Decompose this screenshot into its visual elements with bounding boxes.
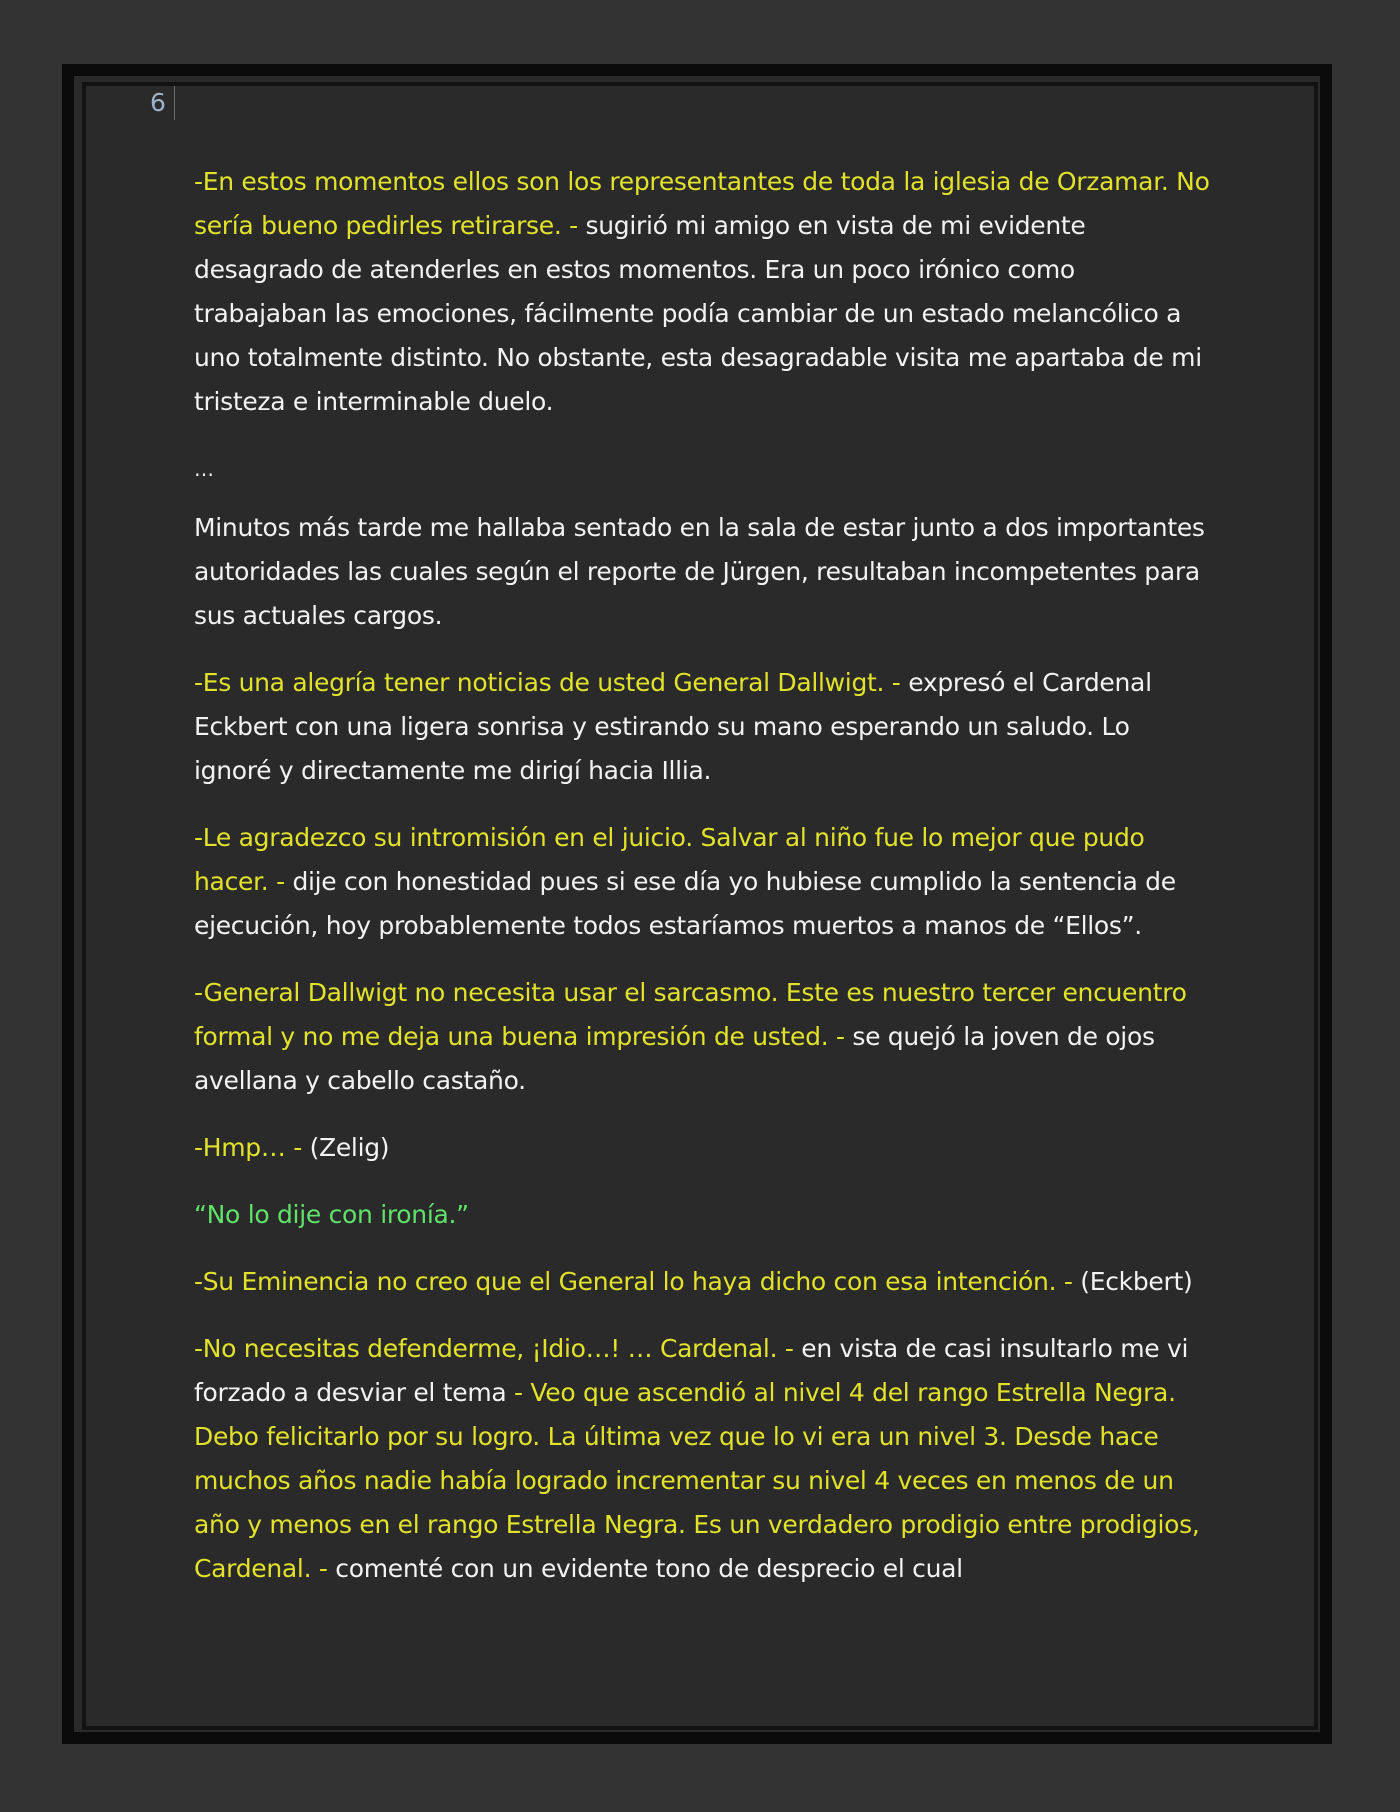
narration-text: en vista de casi insultarlo me vi forzado a desviar el tema bbox=[194, 1334, 1189, 1407]
scene-break bbox=[194, 447, 1214, 491]
narration-text: se quejó la joven de ojos avellana y cabello castaño. bbox=[194, 1022, 1155, 1095]
dialogue-text: -Su Eminencia no creo que el General lo haya dicho con esa intención. - bbox=[194, 1267, 1081, 1296]
dialogue-text: -Es una alegría tener noticias de usted General Dallwigt. - bbox=[194, 668, 909, 697]
paragraph bbox=[194, 1126, 1214, 1170]
paragraph bbox=[194, 971, 1214, 1103]
paragraph bbox=[194, 816, 1214, 948]
narration-text: (Zelig) bbox=[309, 1133, 390, 1162]
paragraph bbox=[194, 1260, 1214, 1304]
dialogue-text: -En estos momentos ellos son los representantes de toda la iglesia de Orzamar. No sería bueno pedirles retirarse. - bbox=[194, 167, 1210, 240]
page-number: 6 bbox=[150, 86, 175, 120]
narration-text: sugirió mi amigo en vista de mi evidente desagrado de atenderles en estos momentos. Era un poco irónico como trabajaban las emociones, fácilmente podía cambiar de un estado melancólico a uno totalmente distinto. No obstante, esta desagradable visita me apartaba de mi tristeza e interminable duelo. bbox=[194, 211, 1202, 416]
narration-text: … bbox=[194, 457, 214, 481]
paragraph bbox=[194, 661, 1214, 793]
paragraph bbox=[194, 1193, 1214, 1237]
narration-text: Minutos más tarde me hallaba sentado en la sala de estar junto a dos importantes autoridades las cuales según el reporte de Jürgen, resultaban incompetentes para sus actuales cargos. bbox=[194, 513, 1205, 630]
narration-text: expresó el Cardenal Eckbert con una ligera sonrisa y estirando su mano esperando un saludo. Lo ignoré y directamente me dirigí hacia Illia. bbox=[194, 668, 1152, 785]
paragraph bbox=[194, 506, 1214, 638]
story-text bbox=[194, 160, 1214, 1614]
dialogue-text: -Hmp… - bbox=[194, 1133, 310, 1162]
dialogue-text: - Veo que ascendió al nivel 4 del rango Estrella Negra. Debo felicitarlo por su logro. La última vez que lo vi era un nivel 3. Desde hace muchos años nadie había logrado incrementar su nivel 4 veces en menos de un año y menos en el rango Estrella Negra. Es un verdadero prodigio entre prodigios, Cardenal. - bbox=[194, 1378, 1200, 1583]
paragraph bbox=[194, 160, 1214, 424]
dialogue-text: -No necesitas defenderme, ¡Idio…! … Cardenal. - bbox=[194, 1334, 802, 1363]
paragraph bbox=[194, 1327, 1214, 1591]
narration-text: (Eckbert) bbox=[1080, 1267, 1193, 1296]
narration-text: comenté con un evidente tono de desprecio el cual bbox=[335, 1554, 963, 1583]
narration-text: dije con honestidad pues si ese día yo hubiese cumplido la sentencia de ejecución, hoy probablemente todos estaríamos muertos a manos de “Ellos”. bbox=[194, 867, 1176, 940]
dialogue-text: -Le agradezco su intromisión en el juicio. Salvar al niño fue lo mejor que pudo hacer. - bbox=[194, 823, 1145, 896]
dialogue-text: -General Dallwigt no necesita usar el sarcasmo. Este es nuestro tercer encuentro formal y no me deja una buena impresión de usted. - bbox=[194, 978, 1187, 1051]
thought-text: “No lo dije con ironía.” bbox=[194, 1200, 469, 1229]
